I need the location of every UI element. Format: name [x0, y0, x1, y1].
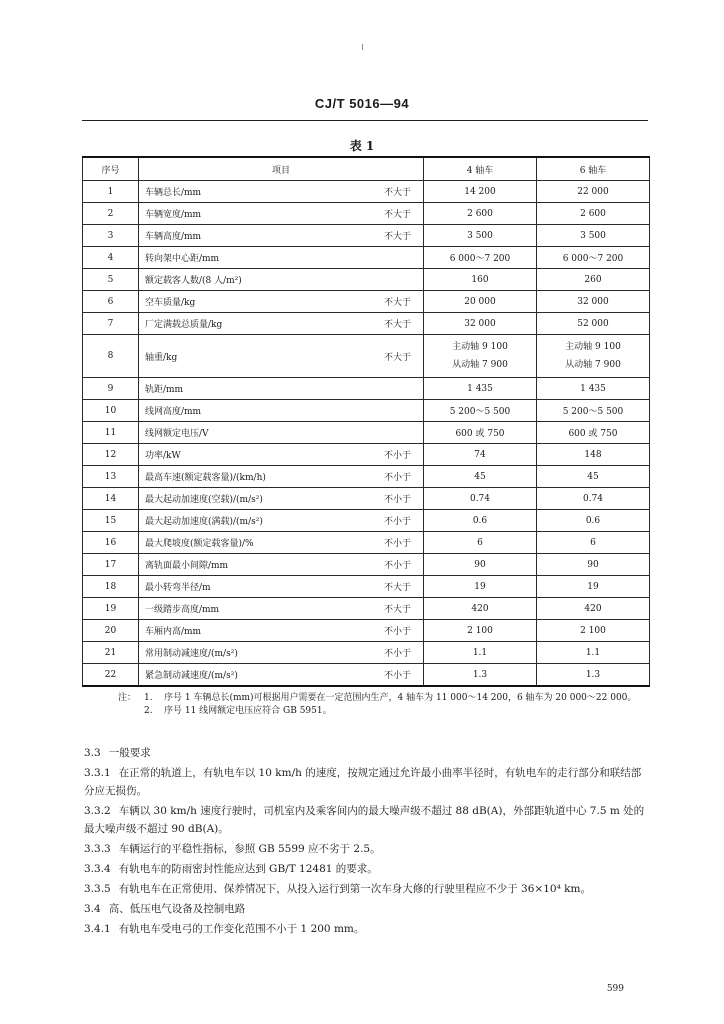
note-text: 序号 11 线网额定电压应符合 GB 5951。: [164, 706, 332, 716]
row-value-6-axle: 1.3: [536, 664, 649, 687]
row-value-4-axle: 45: [424, 466, 537, 488]
clause-paragraph: [84, 920, 650, 938]
section-number: 3.3.4: [84, 863, 111, 875]
row-limit: 不小于: [372, 488, 423, 510]
row-no: 4: [83, 247, 139, 269]
row-limit: 不大于: [372, 335, 423, 378]
row-value-4-axle: 5 200～5 500: [424, 400, 537, 422]
notes-label: 注：: [118, 693, 137, 703]
row-value-4-axle: 6 000～7 200: [424, 247, 537, 269]
header-6-axle: 6 轴车: [536, 157, 649, 181]
note-item: [118, 705, 658, 718]
row-item: 空车质量/kg: [138, 291, 372, 313]
row-item: 轨距/mm: [138, 378, 372, 400]
section-number: 3.3.3: [84, 843, 111, 855]
body-text: [84, 744, 650, 940]
row-item: 额定载客人数/(8 人/m²): [138, 269, 372, 291]
row-value-4-axle: 32 000: [424, 313, 537, 335]
row-limit: 不大于: [372, 203, 423, 225]
table-row: [83, 444, 650, 466]
section-number: 3.3.2: [84, 805, 111, 817]
row-limit: [372, 400, 423, 422]
table-header-row: [83, 157, 650, 181]
row-value-6-axle: 2 100: [536, 620, 649, 642]
row-item: 最大起动加速度(空载)/(m/s²): [138, 488, 372, 510]
row-item: 最高车速(额定载客量)/(km/h): [138, 466, 372, 488]
row-item: 车辆高度/mm: [138, 225, 372, 247]
row-value-4-axle: 1 435: [424, 378, 537, 400]
row-value-4-axle: 1.1: [424, 642, 537, 664]
row-value-4-axle: 19: [424, 576, 537, 598]
table-row: [83, 532, 650, 554]
row-no: 10: [83, 400, 139, 422]
row-value-4-axle: 420: [424, 598, 537, 620]
row-limit: 不小于: [372, 554, 423, 576]
row-value-6-axle: 90: [536, 554, 649, 576]
table-row: [83, 291, 650, 313]
section-number: 3.4.1: [84, 923, 111, 935]
row-limit: 不小于: [372, 532, 423, 554]
row-no: 9: [83, 378, 139, 400]
row-item: 功率/kW: [138, 444, 372, 466]
row-limit: 不小于: [372, 444, 423, 466]
section-text: 有轨电车受电弓的工作变化范围不小于 1 200 mm。: [118, 923, 365, 935]
row-value-6-axle: 5 200～5 500: [536, 400, 649, 422]
table-row: [83, 510, 650, 532]
row-no: 3: [83, 225, 139, 247]
row-value-6-axle: 22 000: [536, 181, 649, 203]
section-number: 3.3.5: [84, 883, 111, 895]
row-limit: 不小于: [372, 510, 423, 532]
row-limit: [372, 422, 423, 444]
row-value-6-axle: 32 000: [536, 291, 649, 313]
row-item: 轴重/kg: [138, 335, 372, 378]
row-item: 最大起动加速度(满载)/(m/s²): [138, 510, 372, 532]
table-notes: [118, 692, 658, 718]
row-no: 21: [83, 642, 139, 664]
table-row: [83, 422, 650, 444]
table-row: [83, 576, 650, 598]
row-limit: 不小于: [372, 642, 423, 664]
row-item: 最大爬坡度(额定载客量)/%: [138, 532, 372, 554]
table-row: [83, 378, 650, 400]
row-limit: 不大于: [372, 598, 423, 620]
table-row: [83, 466, 650, 488]
section-text: 有轨电车的防雨密封性能应达到 GB/T 12481 的要求。: [118, 863, 378, 875]
row-value-6-axle: 600 或 750: [536, 422, 649, 444]
note-text: 序号 1 车辆总长(mm)可根据用户需要在一定范围内生产，4 轴车为 11 000～14 200，6 轴车为 20 000～22 000。: [164, 693, 637, 703]
table-row: [83, 335, 650, 378]
row-value-4-axle: 2 600: [424, 203, 537, 225]
row-value-4-axle: 20 000: [424, 291, 537, 313]
note-item: [118, 692, 658, 705]
row-item: 紧急制动减速度/(m/s²): [138, 664, 372, 687]
section-heading: [84, 744, 650, 762]
table-row: [83, 269, 650, 291]
row-value-4-axle: 14 200: [424, 181, 537, 203]
section-text: 在正常的轨道上，有轨电车以 10 km/h 的速度，按规定通过允许最小曲率半径时，有轨电车的走行部分和联结部分应无损伤。: [84, 767, 642, 797]
row-value-6-axle: 45: [536, 466, 649, 488]
table-row: [83, 181, 650, 203]
section-number: 3.3: [84, 747, 101, 759]
trailing-axle-load: 从动轴 7 900: [452, 360, 508, 370]
row-item: 线网高度/mm: [138, 400, 372, 422]
clause-paragraph: [84, 880, 650, 898]
table-title: 表 1: [349, 139, 375, 153]
clause-paragraph: [84, 860, 650, 878]
row-item: 线网额定电压/V: [138, 422, 372, 444]
row-limit: 不小于: [372, 620, 423, 642]
row-value-4-axle: 90: [424, 554, 537, 576]
row-no: 1: [83, 181, 139, 203]
row-limit: [372, 247, 423, 269]
row-no: 14: [83, 488, 139, 510]
spec-table: [82, 156, 650, 687]
row-no: 18: [83, 576, 139, 598]
note-number: 2.: [144, 706, 153, 716]
standard-code: CJ/T 5016—94: [314, 96, 410, 111]
section-number: 3.3.1: [84, 767, 111, 779]
section-heading: [84, 900, 650, 918]
row-no: 20: [83, 620, 139, 642]
section-text: 高、低压电气设备及控制电路: [108, 903, 246, 915]
row-value-6-axle: 6 000～7 200: [536, 247, 649, 269]
row-value-4-axle: 0.6: [424, 510, 537, 532]
row-value-4-axle: 74: [424, 444, 537, 466]
row-limit: 不小于: [372, 664, 423, 687]
table-row: [83, 225, 650, 247]
header-4-axle: 4 轴车: [424, 157, 537, 181]
driving-axle-load: 主动轴 9 100: [565, 342, 621, 352]
clause-paragraph: [84, 840, 650, 858]
row-value-6-axle: 6: [536, 532, 649, 554]
table-row: [83, 488, 650, 510]
row-value-6-axle: 19: [536, 576, 649, 598]
row-item: 最小转弯半径/m: [138, 576, 372, 598]
row-value-4-axle: 1.3: [424, 664, 537, 687]
row-no: 8: [83, 335, 139, 378]
row-no: 6: [83, 291, 139, 313]
row-limit: 不大于: [372, 181, 423, 203]
row-no: 11: [83, 422, 139, 444]
row-limit: 不大于: [372, 225, 423, 247]
row-no: 2: [83, 203, 139, 225]
table-row: [83, 620, 650, 642]
note-number: 1.: [144, 693, 153, 703]
row-value-6-axle: [536, 335, 649, 378]
row-value-6-axle: 52 000: [536, 313, 649, 335]
row-value-4-axle: [424, 335, 537, 378]
row-item: 一级踏步高度/mm: [138, 598, 372, 620]
header-rule: [82, 120, 648, 121]
table-row: [83, 664, 650, 687]
page-number: 599: [606, 984, 624, 994]
table-row: [83, 554, 650, 576]
row-no: 7: [83, 313, 139, 335]
row-no: 15: [83, 510, 139, 532]
row-no: 19: [83, 598, 139, 620]
section-text: 一般要求: [108, 747, 151, 759]
table-row: [83, 313, 650, 335]
header-no: 序号: [83, 157, 139, 181]
row-limit: 不小于: [372, 466, 423, 488]
table-row: [83, 247, 650, 269]
scan-mark: [362, 44, 363, 50]
row-limit: [372, 269, 423, 291]
row-value-6-axle: 420: [536, 598, 649, 620]
row-no: 16: [83, 532, 139, 554]
row-value-6-axle: 1.1: [536, 642, 649, 664]
row-value-4-axle: 2 100: [424, 620, 537, 642]
row-value-4-axle: 600 或 750: [424, 422, 537, 444]
row-limit: 不大于: [372, 291, 423, 313]
row-value-6-axle: 260: [536, 269, 649, 291]
row-limit: 不大于: [372, 313, 423, 335]
table-row: [83, 203, 650, 225]
clause-paragraph: [84, 764, 650, 800]
row-item: 车厢内高/mm: [138, 620, 372, 642]
row-item: 常用制动减速度/(m/s²): [138, 642, 372, 664]
row-value-4-axle: 0.74: [424, 488, 537, 510]
row-value-6-axle: 148: [536, 444, 649, 466]
row-no: 17: [83, 554, 139, 576]
section-text: 车辆以 30 km/h 速度行驶时，司机室内及乘客间内的最大噪声级不超过 88 dB(A)，外部距轨道中心 7.5 m 处的最大噪声级不超过 90 dB(A)。: [84, 805, 645, 835]
row-value-6-axle: 1 435: [536, 378, 649, 400]
header-item: 项目: [138, 157, 423, 181]
section-text: 车辆运行的平稳性指标，参照 GB 5599 应不劣于 2.5。: [118, 843, 381, 855]
table-row: [83, 642, 650, 664]
row-no: 12: [83, 444, 139, 466]
row-item: 车辆宽度/mm: [138, 203, 372, 225]
row-no: 5: [83, 269, 139, 291]
row-item: 转向架中心距/mm: [138, 247, 372, 269]
row-value-6-axle: 0.74: [536, 488, 649, 510]
row-item: 厂定满载总质量/kg: [138, 313, 372, 335]
row-value-4-axle: 3 500: [424, 225, 537, 247]
row-value-6-axle: 3 500: [536, 225, 649, 247]
row-value-6-axle: 2 600: [536, 203, 649, 225]
row-value-4-axle: 6: [424, 532, 537, 554]
section-number: 3.4: [84, 903, 101, 915]
clause-paragraph: [84, 802, 650, 838]
row-limit: [372, 378, 423, 400]
driving-axle-load: 主动轴 9 100: [452, 342, 508, 352]
section-text: 有轨电车在正常使用、保养情况下，从投入运行到第一次车身大修的行驶里程应不少于 36×10⁴ km。: [118, 883, 591, 895]
row-value-6-axle: 0.6: [536, 510, 649, 532]
row-item: 车辆总长/mm: [138, 181, 372, 203]
row-limit: 不大于: [372, 576, 423, 598]
trailing-axle-load: 从动轴 7 900: [565, 360, 621, 370]
row-no: 22: [83, 664, 139, 687]
row-value-4-axle: 160: [424, 269, 537, 291]
table-row: [83, 400, 650, 422]
row-item: 离轨面最小间隙/mm: [138, 554, 372, 576]
table-row: [83, 598, 650, 620]
row-no: 13: [83, 466, 139, 488]
